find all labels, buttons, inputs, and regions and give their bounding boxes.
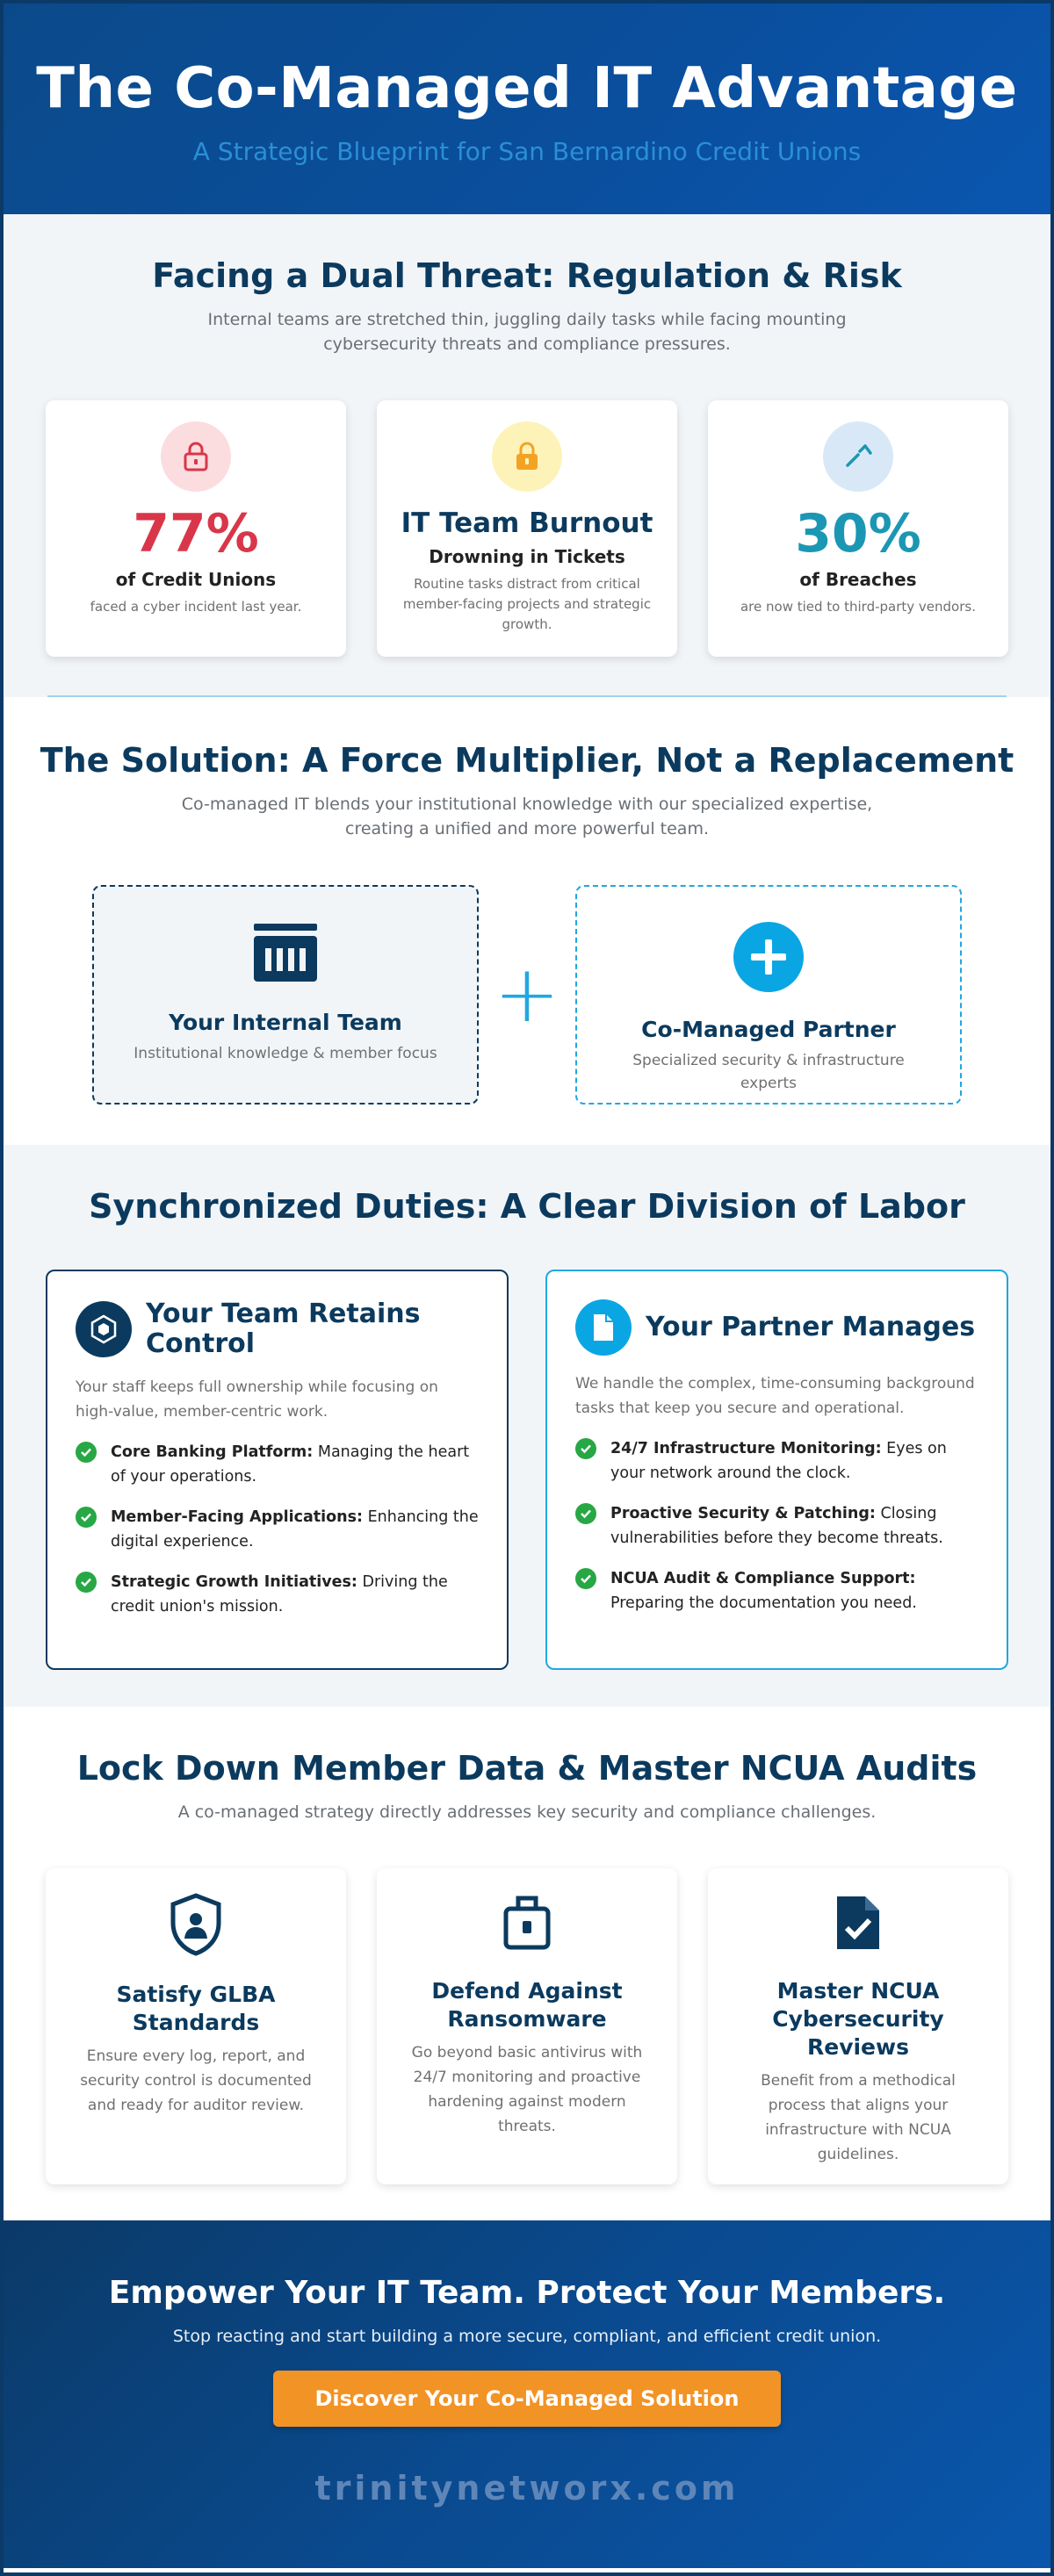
list-item: 24/7 Infrastructure Monitoring: Eyes on your network around the clock. [575,1436,978,1486]
check-icon [76,1442,97,1463]
stat-card-credit-unions [46,400,346,657]
threat-section [4,214,1050,697]
stat-desc: faced a cyber incident last year. [90,599,302,615]
partner-duties-card [545,1270,1008,1670]
internal-team-title: Your Internal Team [169,1010,402,1035]
glba-title: Satisfy GLBA Standards [116,1982,276,2035]
check-icon [76,1507,97,1528]
glba-card [46,1868,346,2184]
partner-box [575,885,962,1105]
user-shield-icon [168,1893,224,1956]
internal-team-desc: Institutional knowledge & member focus [134,1045,437,1062]
ncua-card [708,1868,1008,2184]
website-link[interactable]: trinitynetworx.com [314,2469,740,2508]
team-duties-title: Your Team Retains Control [146,1299,421,1359]
cta-footer [4,2220,1050,2568]
team-duties-lead: Your staff keeps full ownership while focusing on high-value, member-centric work. [76,1378,438,1421]
document-icon [575,1299,632,1356]
solution-section [4,697,1050,1145]
lock-icon [492,421,562,492]
discover-solution-button[interactable]: Discover Your Co-Managed Solution [273,2371,781,2427]
stat-desc: Routine tasks distract from critical member-facing projects and strategic growth. [402,576,652,632]
threat-heading: Facing a Dual Threat: Regulation & Risk [152,256,902,295]
ransomware-card [377,1868,677,2184]
duties-section [4,1145,1050,1707]
stat-value: 77% [133,503,259,565]
hero-banner [4,4,1050,214]
stat-label: of Breaches [799,569,917,590]
lock-icon [161,421,231,492]
internal-team-box [92,885,479,1105]
team-duties-card [46,1270,509,1670]
list-item: Strategic Growth Initiatives: Driving the credit union's mission. [76,1570,479,1619]
check-icon [575,1503,596,1524]
list-item: NCUA Audit & Compliance Support: Preparing the documentation you need. [575,1566,978,1615]
security-heading: Lock Down Member Data & Master NCUA Audits [76,1749,978,1788]
briefcase-icon [501,1893,553,1953]
list-item: Member-Facing Applications: Enhancing the digital experience. [76,1505,479,1554]
plus-icon: + [494,948,560,1040]
stat-label: Drowning in Tickets [429,546,625,567]
plus-circle-icon [733,922,804,992]
partner-duties-lead: We handle the complex, time-consuming background tasks that keep you secure and operational. [575,1375,975,1417]
glba-desc: Ensure every log, report, and security control is documented and ready for auditor review. [80,2047,312,2114]
check-icon [575,1438,596,1459]
cta-heading: Empower Your IT Team. Protect Your Members. [108,2275,946,2311]
broken-link-icon [823,421,893,492]
ncua-desc: Benefit from a methodical process that aligns your infrastructure with NCUA guidelines. [761,2072,956,2163]
building-icon [250,922,321,985]
security-section [4,1707,1050,2220]
page-subtitle: A Strategic Blueprint for San Bernardino Credit Unions [192,137,862,166]
solution-lead: Co-managed IT blends your institutional knowledge with our specialized expertise, creating a unified and more powerful team. [181,795,873,838]
partner-duties-title: Your Partner Manages [646,1312,976,1342]
stat-value: 30% [795,503,921,565]
cta-lead: Stop reacting and start building a more secure, compliant, and efficient credit union. [172,2327,882,2346]
security-lead: A co-managed strategy directly addresses key security and compliance challenges. [177,1802,877,1822]
ransomware-title: Defend Against Ransomware [431,1978,623,2032]
partner-desc: Specialized security & infrastructure experts [632,1052,905,1092]
ransomware-desc: Go beyond basic antivirus with 24/7 monitoring and proactive hardening against modern threats. [411,2044,643,2135]
stat-label: of Credit Unions [115,569,277,590]
page-title: The Co-Managed IT Advantage [36,56,1018,121]
stat-value: IT Team Burnout [401,507,653,539]
list-item: Proactive Security & Patching: Closing vulnerabilities before they become threats. [575,1501,978,1551]
partner-title: Co-Managed Partner [641,1017,896,1042]
threat-lead: Internal teams are stretched thin, juggling daily tasks while facing mounting cybersecurity threats and compliance pressures. [207,310,847,354]
check-icon [76,1572,97,1593]
duties-heading: Synchronized Duties: A Clear Division of Labor [89,1187,965,1226]
check-icon [575,1568,596,1589]
list-item: Core Banking Platform: Managing the heart of your operations. [76,1440,479,1489]
cube-icon [76,1301,132,1357]
ncua-title: Master NCUA Cybersecurity Reviews [772,1978,944,2060]
stat-card-breaches [708,400,1008,657]
solution-heading: The Solution: A Force Multiplier, Not a Replacement [40,741,1014,780]
file-check-icon [834,1893,883,1953]
stat-desc: are now tied to third-party vendors. [740,599,976,615]
stat-card-burnout [377,400,677,657]
